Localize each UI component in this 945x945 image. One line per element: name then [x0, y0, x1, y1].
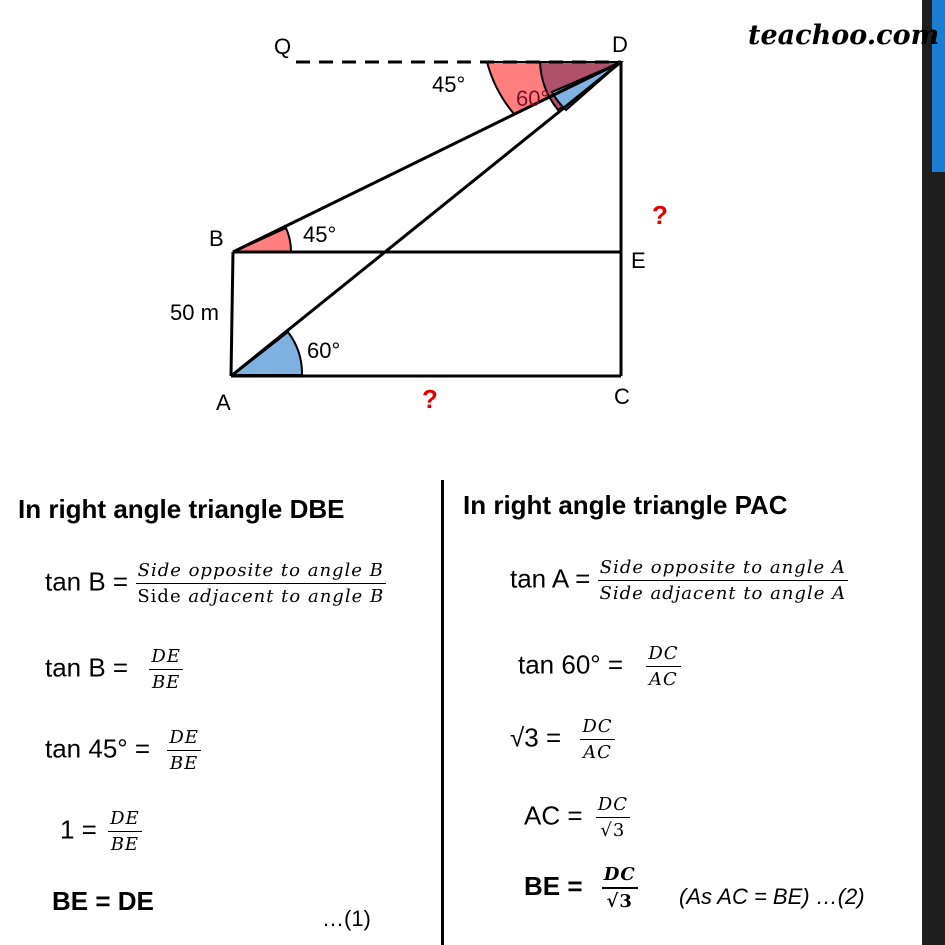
left-l1-den-b: adjacent to angle B	[188, 586, 385, 607]
right-l4-num: DC	[596, 794, 630, 818]
right-l3-num: DC	[580, 716, 614, 740]
left-l2-den: BE	[151, 672, 181, 693]
column-divider	[441, 480, 444, 945]
left-l4-fraction	[108, 808, 142, 855]
angle-label-B: 45°	[303, 222, 337, 247]
right-l2-den: AC	[649, 669, 678, 690]
left-l1-num: Side opposite to angle B	[136, 560, 386, 584]
right-l2-num: DC	[646, 643, 680, 667]
left-line-4	[60, 808, 142, 855]
right-note: (As AC = BE) …(2)	[679, 884, 865, 909]
angle-A-wedge	[233, 332, 302, 375]
left-heading: In right angle triangle DBE	[18, 494, 345, 524]
right-line-2	[518, 643, 681, 690]
right-l1-den: Side adjacent to angle A	[599, 583, 847, 604]
left-line-2	[45, 646, 183, 693]
angle-label-A: 60°	[307, 338, 341, 363]
line-AD	[231, 62, 621, 376]
left-line-3	[45, 727, 201, 774]
right-line-1	[510, 557, 848, 604]
point-label-Q: Q	[274, 34, 292, 59]
point-label-C: C	[614, 384, 630, 409]
line-AB	[231, 252, 233, 376]
right-l2-fraction	[646, 643, 680, 690]
right-result-den: √3	[606, 891, 633, 912]
right-heading: In right angle triangle PAC	[463, 490, 788, 520]
left-l3-prefix: tan 45° =	[45, 733, 151, 764]
geometry-diagram	[0, 0, 920, 440]
right-result-num: DC	[602, 864, 638, 889]
right-l1-prefix: tan A =	[510, 563, 598, 594]
left-l1-prefix: tan B =	[45, 566, 136, 597]
right-l1-fraction	[597, 557, 848, 604]
unknown-AC-label: ?	[422, 384, 438, 414]
left-result: BE = DE	[52, 886, 154, 916]
left-l3-den: BE	[169, 753, 199, 774]
right-l3-fraction	[580, 716, 614, 763]
left-l4-prefix: 1 =	[60, 814, 97, 845]
left-l2-fraction	[149, 646, 183, 693]
point-label-E: E	[631, 248, 646, 273]
left-l1-fraction	[135, 560, 386, 607]
right-result-fraction	[602, 864, 638, 912]
right-l1-num: Side opposite to angle A	[598, 557, 848, 581]
left-l2-num: DE	[149, 646, 183, 670]
point-label-B: B	[209, 226, 224, 251]
right-l4-prefix: AC =	[524, 800, 583, 831]
angle-label-top-60: 60°	[516, 86, 550, 111]
left-line-1	[45, 560, 386, 607]
left-l2-prefix: tan B =	[45, 652, 129, 683]
right-l3-den: AC	[583, 742, 612, 763]
right-line-4	[524, 794, 630, 841]
left-l3-num: DE	[167, 727, 201, 751]
right-line-3	[510, 716, 615, 763]
unknown-DE-label: ?	[652, 200, 668, 230]
right-l2-prefix: tan 60° =	[518, 649, 624, 680]
left-l3-fraction	[167, 727, 201, 774]
left-ref: …(1)	[322, 906, 371, 931]
line-BD	[233, 62, 621, 252]
left-l4-num: DE	[108, 808, 142, 832]
right-l3-prefix: √3 =	[510, 722, 562, 753]
point-label-D: D	[612, 32, 628, 57]
height-label-AB: 50 m	[170, 300, 219, 325]
left-l1-den	[135, 584, 386, 607]
right-l4-fraction	[596, 794, 630, 841]
angle-label-top-45: 45°	[432, 72, 466, 97]
right-l4-den: √3	[600, 820, 626, 841]
left-l1-den-a: Side	[137, 586, 189, 607]
point-label-A: A	[216, 390, 231, 415]
left-l4-den: BE	[110, 834, 140, 855]
right-result-prefix: BE =	[524, 870, 583, 901]
right-result	[524, 864, 638, 912]
brand-logo: teachoo.com	[748, 20, 940, 51]
